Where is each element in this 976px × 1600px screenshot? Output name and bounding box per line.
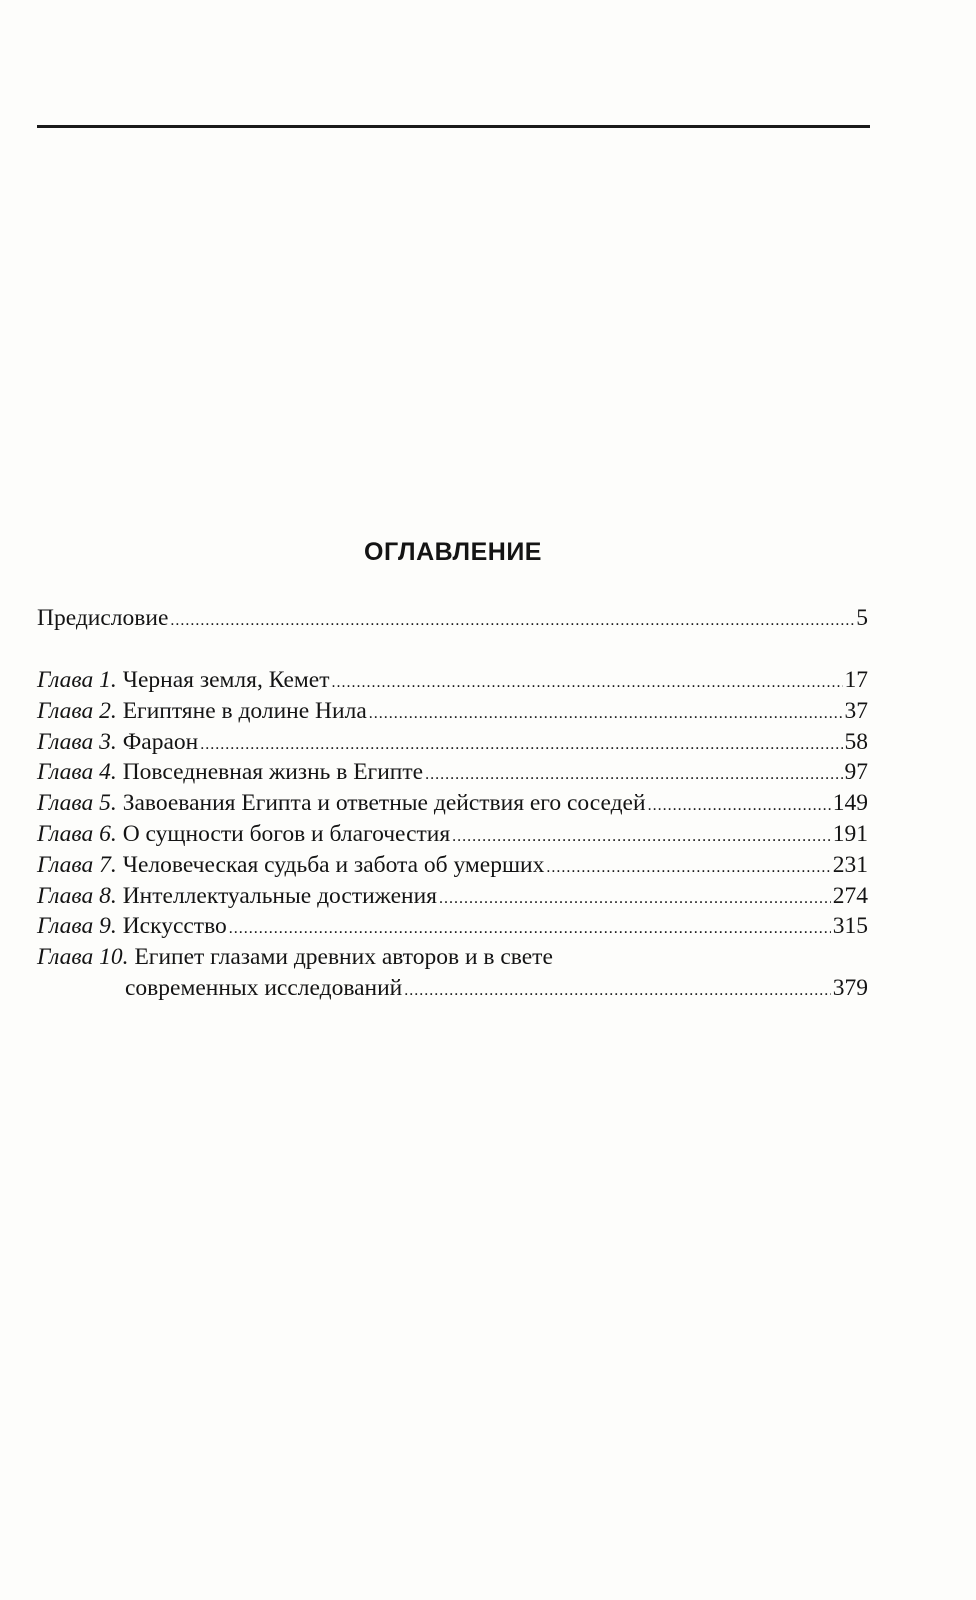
dot-leader [452,822,831,853]
chapter-label: Глава 6. [37,820,117,847]
entry-text: Интеллектуальные достижения [122,882,437,909]
chapter-label: Глава 2. [37,697,117,724]
toc-entry[interactable] [37,788,868,819]
dot-leader [229,914,831,945]
toc-entry[interactable] [37,819,868,850]
dot-leader [425,760,842,791]
entry-text: Фараон [122,728,199,755]
entry-text: современных исследований [125,974,403,1001]
chapter-label: Глава 7. [37,851,117,878]
chapter-label: Глава 1. [37,667,117,693]
chapter-label: Глава 5. [37,790,117,817]
dot-leader [170,606,854,637]
toc-entry[interactable] [37,757,868,788]
entry-text: Черная земля, Кемет [122,667,330,693]
page-number: 315 [832,913,868,940]
toc-chapters [37,665,868,1004]
page-number: 5 [856,605,868,631]
dot-leader [439,884,831,915]
entry-text: Египтяне в долине Нила [122,697,367,724]
chapter-label: Глава 3. [37,728,117,755]
entry-text: О сущности богов и благочестия [122,820,451,847]
dot-leader [404,976,830,1007]
page-number: 379 [832,974,868,1001]
chapter-label: Глава 10. [37,944,129,971]
page-number: 58 [844,728,868,755]
toc-entry[interactable] [37,911,868,942]
page-number: 191 [832,820,868,847]
page-number: 37 [844,697,868,724]
toc-entry[interactable] [37,727,868,758]
entry-text: Египет глазами древних авторов и в свете [134,944,553,971]
toc-preface [37,603,868,634]
dot-leader [546,853,830,884]
top-rule [37,125,870,128]
chapter-label: Глава 8. [37,882,117,909]
chapter-label: Глава 9. [37,913,117,940]
entry-text: Повседневная жизнь в Египте [122,759,424,786]
entry-text: Искусство [122,913,227,940]
chapter-label: Глава 4. [37,759,117,786]
page-number: 17 [844,667,868,693]
toc-entry[interactable] [37,942,868,973]
toc-entry[interactable] [37,696,868,727]
entry-text: Предисловие [37,605,169,631]
dot-leader [648,791,831,822]
entry-text: Завоевания Египта и ответные действия его соседей [122,790,646,817]
dot-leader [200,730,842,761]
dot-leader [332,668,843,699]
toc-entry[interactable] [37,881,868,912]
page-number: 97 [844,759,868,786]
page-number: 149 [832,790,868,817]
toc-entry[interactable] [37,665,868,696]
toc-entry-continuation[interactable] [37,973,868,1004]
page-number: 274 [832,882,868,909]
entry-text: Человеческая судьба и забота об умерших [122,851,545,878]
toc-entry[interactable] [37,603,868,634]
dot-leader [369,699,843,730]
toc-entry[interactable] [37,850,868,881]
page-number: 231 [832,851,868,878]
page-title: ОГЛАВЛЕНИЕ [364,538,542,566]
